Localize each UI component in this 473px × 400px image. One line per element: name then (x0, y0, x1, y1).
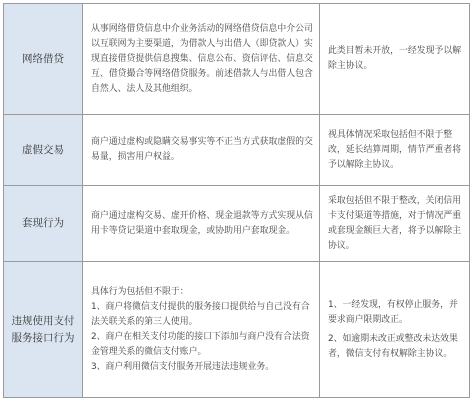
description-cell (83, 262, 320, 398)
action-text: 视具体情况采取包括但不限于整改，延长结算周期，情节严重者将予以解除主协议。 (328, 129, 462, 170)
table-row-fake-transaction (4, 115, 470, 186)
description-cell (83, 4, 320, 115)
category-cell (4, 186, 83, 262)
description-text: 商户通过虚构或隐瞒交易事实等不正当方式获取虚假的交易量，损害用户权益。 (91, 137, 313, 162)
category-cell (4, 262, 83, 398)
category-cell (4, 4, 83, 115)
description-cell (83, 186, 320, 262)
category-label: 网络借贷 (22, 52, 64, 65)
table-row-online-lending (4, 4, 470, 115)
category-label: 虚假交易 (22, 143, 64, 156)
policy-table (3, 3, 470, 398)
category-label: 套现行为 (22, 217, 64, 229)
action-cell (320, 262, 470, 398)
action-item: 1、一经发现，有权停止服务，并要求商户限期改正。 (328, 299, 458, 325)
description-item: 3、商户利用微信支付服务开展违法违规业务。 (91, 361, 275, 372)
category-label-line: 服务接口行为 (11, 331, 75, 344)
category-cell (4, 115, 83, 186)
description-intro: 具体行为包括但不限于： (91, 286, 189, 297)
action-cell (320, 186, 470, 262)
description-cell (83, 115, 320, 186)
category-label-line: 违规使用支付 (11, 314, 75, 327)
description-item: 2、商户在相关支付功能的接口下添加与商户没有合法资金管理关系的微信支付账户。 (91, 331, 310, 357)
action-item: 2、如逾期未改正或整改未达效果者，微信支付有权解除主协议。 (328, 333, 458, 359)
action-text: 采取包括但不限于整改，关闭信用卡支付渠道等措施，对于情况严重或套现金额巨大者，将予以解除主协议。 (328, 195, 462, 251)
description-text: 商户通过虚构交易、虚开价格、现金退款等方式实现从信用卡等贷记渠道中套取现金，或协助用户套取现金。 (91, 210, 313, 236)
action-cell (320, 4, 470, 115)
action-cell (320, 115, 470, 186)
table-row-cash-out (4, 186, 470, 262)
table-row-payment-interface-misuse (4, 262, 470, 398)
description-item: 1、商户将微信支付提供的服务接口提供给与自己没有合法关联关系的第三人使用。 (91, 301, 310, 327)
description-text: 从事网络借贷信息中介业务活动的网络借贷信息中介公司以互联网为主要渠道，为借款人与出借人（即贷款人）实现直接借贷提供信息搜集、信息公布、资信评估、信息交互、借贷撮合等网络借贷服务。前述借款人与出借人包含自然人、法人及其他组织。 (91, 23, 313, 94)
action-text: 此类目暂未开放，一经发现予以解除主协议。 (328, 46, 462, 71)
